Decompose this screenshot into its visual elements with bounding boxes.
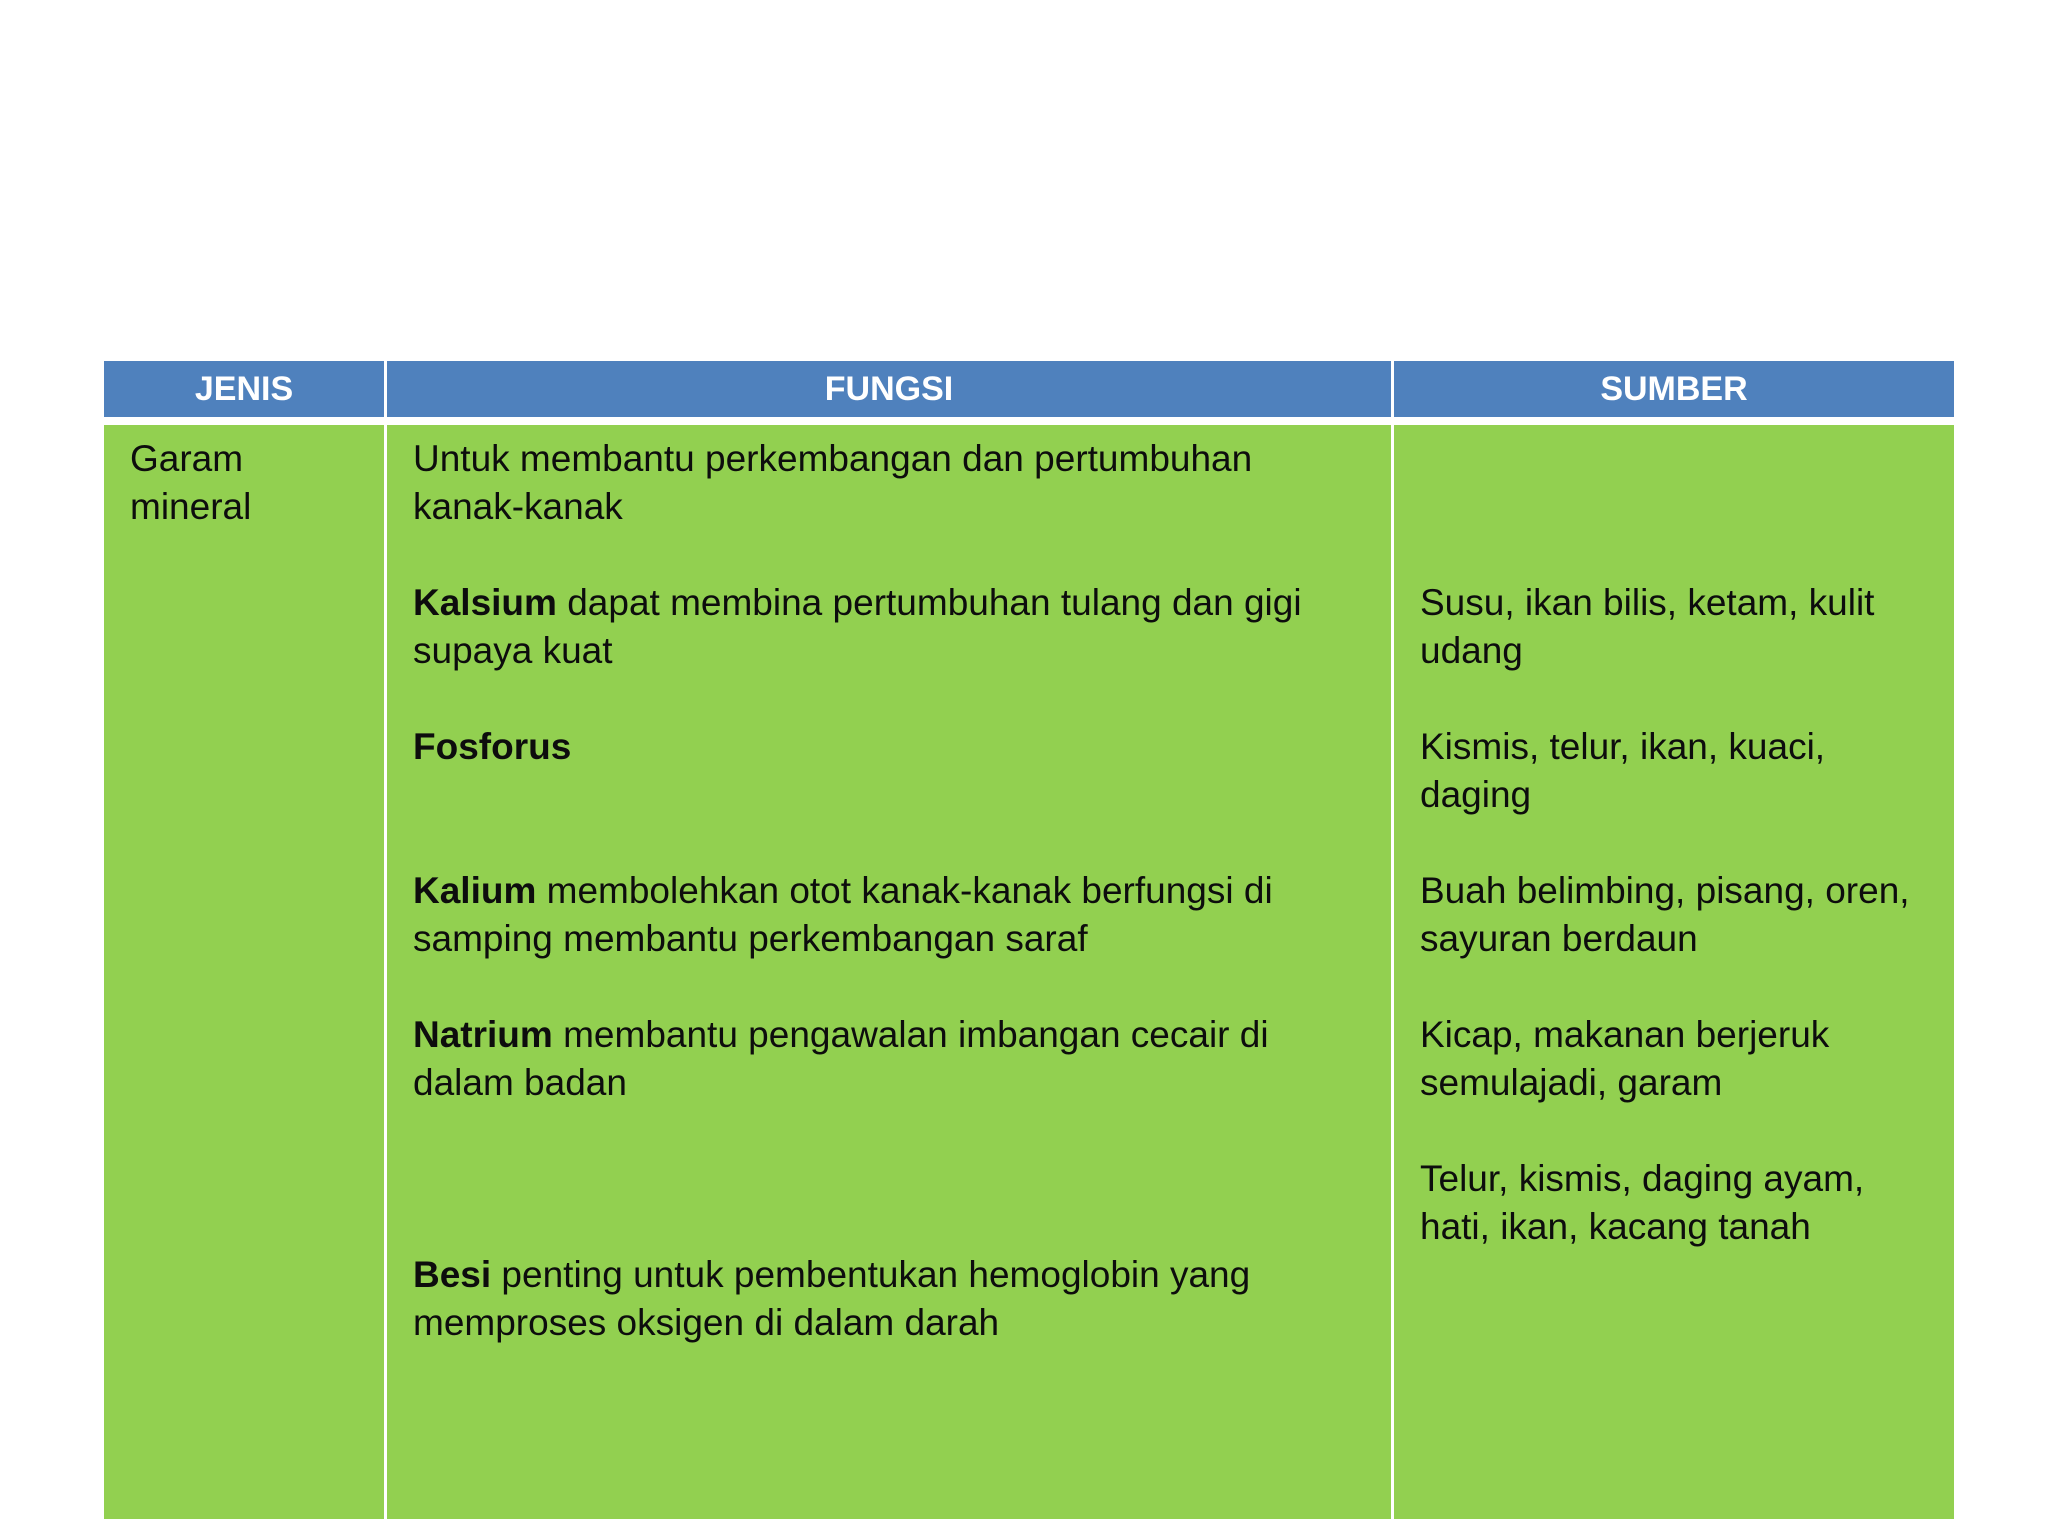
fungsi-entry-kalsium — [413, 579, 1353, 675]
fungsi-entry-besi — [413, 1251, 1353, 1347]
sumber-entry-besi: Telur, kismis, daging ayam, hati, ikan, kacang tanah — [1420, 1158, 1865, 1247]
fungsi-entry-bold: Fosforus — [413, 726, 572, 767]
sumber-entry-fosforus: Kismis, telur, ikan, kuaci, daging — [1420, 726, 1826, 815]
header-fungsi: FUNGSI — [387, 361, 1391, 417]
jenis-cell — [104, 425, 384, 1519]
fungsi-entry-text: membantu pengawalan imbangan cecair di dalam badan — [413, 1014, 1269, 1103]
header-sumber: SUMBER — [1394, 361, 1954, 417]
nutrition-table — [104, 361, 1954, 1519]
fungsi-entry-text: membolehkan otot kanak-kanak berfungsi di samping membantu perkembangan saraf — [413, 870, 1273, 959]
fungsi-entry-fosforus — [413, 723, 1353, 771]
fungsi-entry-bold: Besi — [413, 1254, 492, 1295]
fungsi-entry-text: penting untuk pembentukan hemoglobin yang memproses oksigen di dalam darah — [413, 1254, 1251, 1343]
sumber-entry-natrium: Kicap, makanan berjeruk semulajadi, garam — [1420, 1014, 1830, 1103]
fungsi-entry-natrium — [413, 1011, 1353, 1107]
fungsi-entry-bold: Kalium — [413, 870, 537, 911]
fungsi-cell — [387, 425, 1391, 1519]
fungsi-entry-text: dapat membina pertumbuhan tulang dan gigi supaya kuat — [413, 582, 1302, 671]
fungsi-entry-intro — [413, 435, 1353, 531]
header-jenis: JENIS — [104, 361, 384, 417]
jenis-value: Garam mineral — [130, 438, 252, 527]
sumber-entry-kalsium: Susu, ikan bilis, ketam, kulit udang — [1420, 582, 1875, 671]
fungsi-entry-bold: Kalsium — [413, 582, 557, 623]
sumber-cell — [1394, 425, 1954, 1519]
fungsi-entry-kalium — [413, 867, 1353, 963]
sumber-entry-kalium: Buah belimbing, pisang, oren, sayuran berdaun — [1420, 870, 1910, 959]
fungsi-entry-text: Untuk membantu perkembangan dan pertumbuhan kanak-kanak — [413, 438, 1253, 527]
fungsi-entry-bold: Natrium — [413, 1014, 553, 1055]
